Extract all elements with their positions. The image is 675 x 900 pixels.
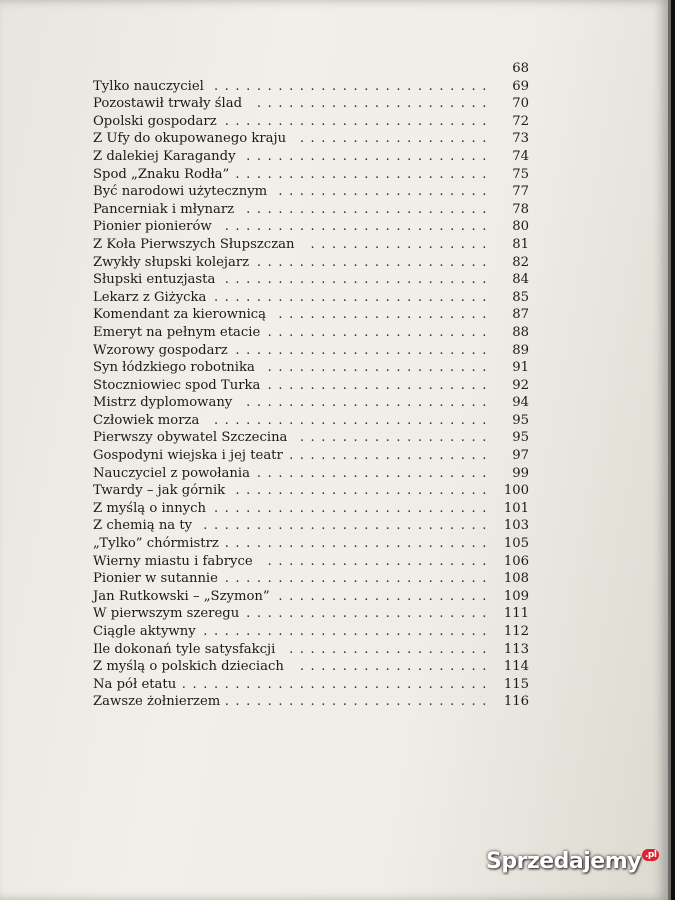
toc-entry xyxy=(93,412,533,430)
toc-page-number: 69 xyxy=(512,78,529,94)
toc-leader-dots: .......................... xyxy=(213,412,493,428)
toc-leader-dots: ........................ xyxy=(235,166,493,182)
toc-entry-title: Stoczniowiec spod Turka xyxy=(93,377,261,393)
toc-leader-dots: ......................... xyxy=(224,113,493,129)
toc-leader-dots: ................. xyxy=(310,236,493,252)
toc-entry-title: Twardy – jak górnik xyxy=(93,483,226,499)
toc-entry xyxy=(93,641,533,659)
toc-entry xyxy=(93,166,533,184)
toc-leader-dots: .................... xyxy=(278,588,493,604)
toc-entry-title: Emeryt na pełnym etacie xyxy=(93,324,261,340)
toc-entry-title: Ciągle aktywny xyxy=(93,624,196,639)
toc-entry xyxy=(93,553,533,571)
toc-entry-title: Jan Rutkowski – „Szymon” xyxy=(93,588,270,604)
toc-entry xyxy=(93,359,533,377)
toc-entry xyxy=(93,218,533,236)
toc-page-number: 109 xyxy=(503,588,529,604)
watermark-badge: .pl xyxy=(642,849,659,861)
toc-page-number: 88 xyxy=(512,324,529,340)
toc-entry-title: Pionier pionierów xyxy=(93,219,212,235)
toc-page-number: 85 xyxy=(512,289,529,305)
toc-leader-dots: ......................... xyxy=(224,536,493,552)
toc-entry xyxy=(93,447,533,465)
toc-leader-dots: ....................... xyxy=(246,606,493,622)
toc-leader-dots: ...................... xyxy=(256,465,493,481)
toc-entry xyxy=(93,377,533,395)
toc-page-number: 73 xyxy=(512,131,529,147)
toc-entry-title: Lekarz z Giżycka xyxy=(93,289,207,305)
toc-entry xyxy=(93,95,533,113)
toc-entry-title: Z dalekiej Karagandy xyxy=(93,148,236,164)
toc-entry-title: Nauczyciel z powołania xyxy=(93,465,250,481)
toc-leader-dots: ................... xyxy=(289,448,493,464)
toc-entry-title: Zawsze żołnierzem xyxy=(93,694,221,710)
toc-entry xyxy=(93,342,533,360)
toc-leader-dots: .......................... xyxy=(213,289,493,305)
toc-entry-title: Gospodyni wiejska i jej teatr xyxy=(93,448,283,464)
toc-page-number: 81 xyxy=(512,236,529,252)
toc-entry xyxy=(93,394,533,412)
toc-page-number: 78 xyxy=(512,201,529,217)
toc-leader-dots: ...................... xyxy=(256,96,493,112)
toc-leader-dots: ....................... xyxy=(246,148,493,164)
toc-entry xyxy=(93,588,533,606)
toc-entry xyxy=(93,148,533,166)
toc-entry xyxy=(93,236,533,254)
toc-entry xyxy=(93,500,533,518)
toc-page-number: 91 xyxy=(512,360,529,376)
toc-entry xyxy=(93,482,533,500)
toc-entry-title: Pionier w sutannie xyxy=(93,571,218,587)
toc-leader-dots: ................... xyxy=(289,641,493,657)
toc-entry xyxy=(93,605,533,623)
toc-entry-title: Mistrz dyplomowany xyxy=(93,395,233,411)
toc-entry-title: Z chemią na ty xyxy=(93,518,193,534)
toc-entry-title: Pozostawił trwały ślad xyxy=(93,96,243,112)
toc-entry-title: Być narodowi użytecznym xyxy=(93,184,268,200)
toc-entry-title: „Tylko” chórmistrz xyxy=(93,536,219,552)
toc-entry xyxy=(93,78,533,96)
toc-entry-title: Komendant za kierownicą xyxy=(93,307,267,323)
toc-leader-dots: ........................ xyxy=(235,483,493,499)
toc-entry-title: Syn łódzkiego robotnika xyxy=(93,360,255,376)
toc-entry xyxy=(93,306,533,324)
toc-entry-title: Ile dokonań tyle satysfakcji xyxy=(93,641,276,657)
toc-leader-dots: ........................ xyxy=(235,342,493,358)
toc-entry xyxy=(93,570,533,588)
toc-entry xyxy=(93,130,533,148)
toc-page-number: 80 xyxy=(512,219,529,235)
toc-entry-title: Słupski entuzjasta xyxy=(93,272,216,288)
toc-leader-dots: ............................. xyxy=(181,676,493,692)
toc-entry xyxy=(93,676,533,694)
toc-leader-dots: ..................... xyxy=(267,360,493,376)
toc-entry-title: Zwykły słupski kolejarz xyxy=(93,254,250,270)
toc-entries xyxy=(93,78,533,711)
toc-page-number: 113 xyxy=(503,641,529,657)
toc-page-number: 112 xyxy=(503,624,529,639)
toc-page-number: 99 xyxy=(512,465,529,481)
toc-leader-dots: ......................... xyxy=(224,219,493,235)
toc-entry xyxy=(93,289,533,307)
toc-entry xyxy=(93,271,533,289)
toc-leader-dots: ....................... xyxy=(246,201,493,217)
toc-page-number: 111 xyxy=(503,606,529,622)
toc-entry-title: Wzorowy gospodarz xyxy=(93,342,228,358)
toc-leader-dots: ......................... xyxy=(224,694,493,710)
toc-page-number: 100 xyxy=(503,483,529,499)
toc-entry xyxy=(93,623,533,641)
toc-entry xyxy=(93,201,533,219)
toc-entry-title: Spod „Znaku Rodła” xyxy=(93,166,230,182)
toc-page-number: 101 xyxy=(503,500,529,516)
table-of-contents xyxy=(93,60,533,711)
toc-page-number: 77 xyxy=(512,184,529,200)
toc-page-number: 74 xyxy=(512,148,529,164)
toc-page-number: 72 xyxy=(512,113,529,129)
toc-entry xyxy=(93,658,533,676)
toc-page-number: 70 xyxy=(512,96,529,112)
toc-page-number: 106 xyxy=(503,553,529,569)
toc-entry-title: Pancerniak i młynarz xyxy=(93,201,235,217)
toc-page-number: 92 xyxy=(512,377,529,393)
toc-page-number: 95 xyxy=(512,412,529,428)
toc-entry xyxy=(93,465,533,483)
toc-page-number: 97 xyxy=(512,448,529,464)
toc-page-number: 87 xyxy=(512,307,529,323)
toc-entry xyxy=(93,535,533,553)
toc-page-number: 89 xyxy=(512,342,529,358)
toc-entry xyxy=(93,183,533,201)
toc-page-number: 95 xyxy=(512,430,529,446)
toc-leader-dots: ..................... xyxy=(267,324,493,340)
toc-page-number: 114 xyxy=(503,659,529,675)
toc-entry xyxy=(93,254,533,272)
toc-page-number: 75 xyxy=(512,166,529,182)
toc-leader-dots: ....................... xyxy=(246,395,493,411)
toc-entry-title: W pierwszym szeregu xyxy=(93,606,240,622)
toc-entry-title: Na pół etatu xyxy=(93,676,177,692)
toc-entry-title: Człowiek morza xyxy=(93,412,200,428)
toc-leader-dots: ........................... xyxy=(203,624,493,639)
toc-page-number: 105 xyxy=(503,536,529,552)
toc-entry-title: Z Koła Pierwszych Słupszczan xyxy=(93,236,295,252)
toc-entry-title: Pierwszy obywatel Szczecina xyxy=(93,430,288,446)
toc-leader-dots: ........................... xyxy=(203,518,493,534)
toc-entry-title: Z Ufy do okupowanego kraju xyxy=(93,131,287,147)
toc-leader-dots: .................. xyxy=(299,131,493,147)
toc-leader-dots: ......................... xyxy=(224,571,493,587)
toc-leader-dots: .................... xyxy=(278,184,493,200)
toc-first-row xyxy=(93,60,533,78)
toc-leader-dots: ..................... xyxy=(267,553,493,569)
watermark-logo xyxy=(486,849,659,874)
toc-page-number: 108 xyxy=(503,571,529,587)
toc-entry-title: Wierny miastu i fabryce xyxy=(93,553,253,569)
toc-leader-dots: .......................... xyxy=(213,78,493,94)
toc-page-number: 68 xyxy=(512,61,529,76)
toc-leader-dots: ......................... xyxy=(224,272,493,288)
watermark-text: Sprzedajemy xyxy=(486,849,641,874)
toc-leader-dots: ..................... xyxy=(267,377,493,393)
toc-entry-title: Opolski gospodarz xyxy=(93,113,217,129)
toc-entry xyxy=(93,429,533,447)
toc-entry xyxy=(93,693,533,711)
toc-entry-title: Z myślą o innych xyxy=(93,500,207,516)
toc-leader-dots: .................. xyxy=(299,659,493,675)
toc-entry xyxy=(93,517,533,535)
toc-page-number: 94 xyxy=(512,395,529,411)
toc-leader-dots: .......................... xyxy=(213,500,493,516)
toc-page-number: 115 xyxy=(503,676,529,692)
toc-leader-dots: .................. xyxy=(299,430,493,446)
toc-page-number: 103 xyxy=(503,518,529,534)
toc-entry xyxy=(93,324,533,342)
toc-page-number: 82 xyxy=(512,254,529,270)
toc-entry-title: Z myślą o polskich dzieciach xyxy=(93,659,284,675)
toc-entry xyxy=(93,113,533,131)
toc-leader-dots: ...................... xyxy=(256,254,493,270)
toc-page-number: 84 xyxy=(512,272,529,288)
toc-entry-title: Tylko nauczyciel xyxy=(93,78,204,94)
toc-page-number: 116 xyxy=(503,694,529,710)
toc-leader-dots: .................... xyxy=(278,307,493,323)
